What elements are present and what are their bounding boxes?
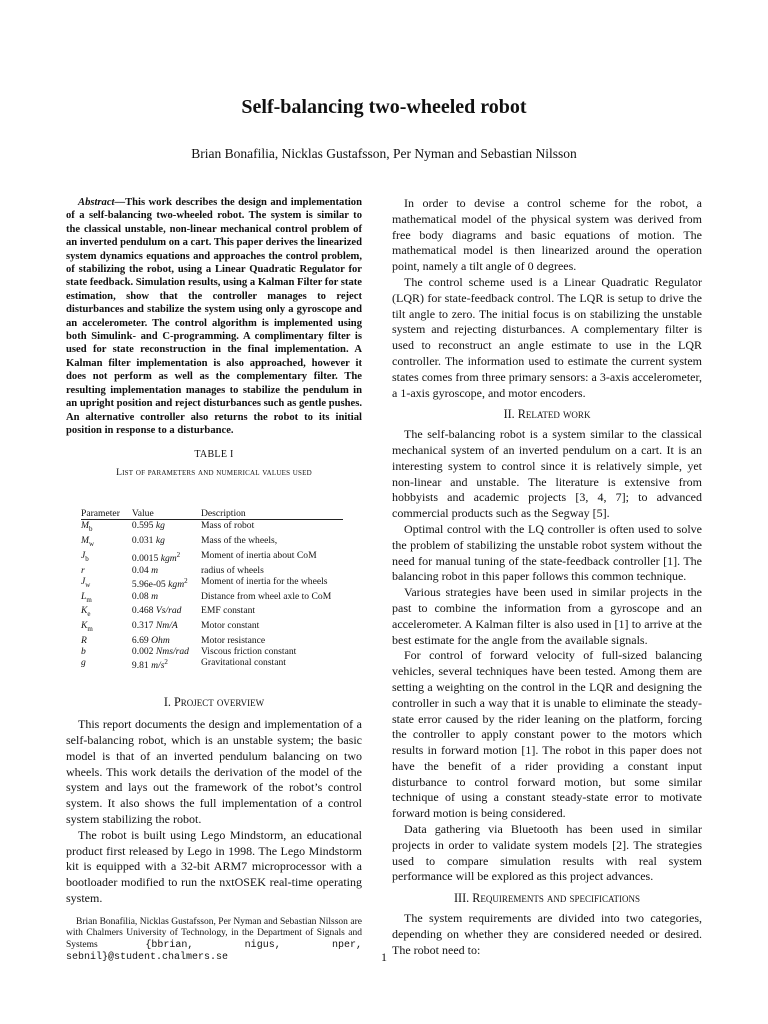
param-value <box>132 646 201 657</box>
section-heading-requirements: III. Requirements and specifications <box>453 891 640 906</box>
paragraph: The control scheme used is a Linear Quadratic Regulator (LQR) for state-feedback control. The LQR is setup to drive the tilt angle to zero. The initial focus is on stabilizing the unstable system and rejecting disturbances. A complementary filter is used to reconstruct an angle estimate to use in the LQR controller. The information used to estimate the current system states comes from three primary sensors: a 3-axis accelerometer, a 1-axis gyroscope, and motor encoders. <box>392 274 702 400</box>
param-subscript: w <box>89 539 95 548</box>
param-value <box>132 657 201 671</box>
value-unit: Nm/A <box>155 620 178 632</box>
param-symbol <box>81 591 132 606</box>
param-description: Motor resistance <box>200 635 266 647</box>
paragraph: In order to devise a control scheme for the robot, a mathematical model of the physical system was derived from free body diagrams and basic equations of motion. The mathematical model is then linearized around the operation point, namely a tilt angle of 0 degrees. <box>392 196 702 274</box>
footnote-text: Brian Bonafilia, Nicklas Gustafsson, Per Nyman and Sebastian Nilsson are with Chalmers University of Technology, in the Department of Signals and Systems <box>66 916 362 950</box>
value-number: 6.69 <box>131 635 149 647</box>
param-base: g <box>81 657 86 669</box>
value-exponent: 2 <box>184 576 188 585</box>
param-subscript: m <box>87 625 93 634</box>
table-row <box>81 620 343 635</box>
abstract-text: This work describes the design and implementation of a self-balancing two-wheeled robot. The system is similar to the classical unstable, non-linear mechanical control problem of an inverted pendulum on a cart. This paper derives the linearized system dynamics equations and approaches the control problem, of stabilizing the robot, using a Linear Quadratic Regulator for state feedback. Simulation results, using a Kalman Filter for state estimation, show that the controller manages to reject disturbances and stabilize the system using only a gyroscope and an accelerometer. The control algorithm is implemented using both Simulink- and C-programming. A complimentary filter is used for state reconstruction in the final implementation. A Kalman filter implementation is also approached, however it does not perform as well as the complementary filter. The resulting implementation manages to stabilize the pendulum in an upright position and reject disturbances such as gentle pushes. An alternative controller also returns the robot to its initial position in response to a disturbance. <box>66 197 362 436</box>
param-description: Viscous friction constant <box>200 646 297 658</box>
param-base: J <box>81 549 86 561</box>
param-description: EMF constant <box>200 605 256 617</box>
paragraph: The robot is built using Lego Mindstorm, an educational product first released by Lego in 1998. The Lego Mindstorm kit is equipped with a 32-bit ARM7 microprocessor with a bootloader modified to run the nxtOSEK real-time operating system. <box>66 827 362 905</box>
abstract-label: Abstract <box>78 197 115 208</box>
param-description: Mass of the wheels, <box>200 534 278 546</box>
value-number: 0.08 <box>131 590 149 602</box>
paragraph: Optimal control with the LQ controller is often used to solve the problem of stabilizing the unstable robot system without the need for manual tuning of the state-feedback controller [1]. The balancing robot in this paper follows this common technique. <box>392 521 702 584</box>
param-value <box>132 535 201 550</box>
value-unit: m <box>151 590 159 602</box>
abstract-dash: — <box>114 197 126 208</box>
param-symbol <box>81 657 132 671</box>
page-number: 1 <box>381 950 387 964</box>
param-value <box>132 620 201 635</box>
param-value <box>132 591 201 606</box>
table-row <box>81 605 343 620</box>
section-heading-project-overview: I. Project overview <box>163 695 265 710</box>
footnote-emails: {bbrian, nigus, nper, sebnil}@student.chalmers.se <box>66 939 362 963</box>
param-value <box>132 576 201 591</box>
param-value <box>132 605 201 620</box>
param-symbol <box>81 620 132 635</box>
param-subscript: m <box>86 595 92 604</box>
author-list: Brian Bonafilia, Nicklas Gustafsson, Per Nyman and Sebastian Nilsson <box>191 146 577 161</box>
table-row <box>81 550 343 565</box>
paragraph: Various strategies have been used in similar projects in the past to combine the information from a gyroscope and an accelerometer. A Kalman filter is also used in [1] to arrive at the best estimate for the angle from the available signals. <box>392 585 702 647</box>
param-description: radius of wheels <box>200 564 264 576</box>
paragraph: The system requirements are divided into two categories, depending on whether they are considered needed or desired. The robot need to: <box>392 911 702 957</box>
value-number: 0.468 <box>131 605 154 617</box>
param-base: r <box>81 564 85 576</box>
paper-title: Self-balancing two-wheeled robot <box>241 96 527 118</box>
table-row <box>81 635 343 646</box>
table-row <box>81 535 343 550</box>
param-description: Moment of inertia for the wheels <box>200 575 328 587</box>
left-column <box>66 196 362 963</box>
table-row <box>81 591 343 606</box>
paragraph: The self-balancing robot is a system similar to the classical mechanical system of an inverted pendulum on a cart. It is an interesting system to control since it is relatively simple, yet non-linear and unstable. The literature is extensive from hobbyists and academic projects [3, 4, 7]; to advanced commercial products such as the Segway [5]. <box>392 427 702 521</box>
param-description: Moment of inertia about CoM <box>200 549 317 561</box>
value-number: 9.81 <box>131 660 149 672</box>
paragraph: This report documents the design and implementation of a self-balancing robot, which is an unstable system; the basic model is that of an inverted pendulum balancing on two wheels. This work details the derivation of the model of the system and lays out the framework of the robot’s control system. It also shows the full implementation of a control system stabilizing the robot. <box>66 717 362 827</box>
table-header: Parameter <box>81 508 132 520</box>
paragraph: Data gathering via Bluetooth has been used in similar projects in order to validate system models [2]. The strategies used to compare simulation results with real system performance will be explored as this project advances. <box>392 822 702 884</box>
param-symbol <box>81 565 132 576</box>
value-unit: m <box>151 564 159 576</box>
param-value <box>132 565 201 576</box>
table-caption-number: TABLE I <box>194 449 234 461</box>
value-number: 0.317 <box>131 620 154 632</box>
param-subscript: w <box>85 580 91 589</box>
abstract <box>66 196 362 437</box>
parameter-table <box>81 508 343 672</box>
value-unit: kgm <box>160 552 177 564</box>
value-number: 5.96e-05 <box>131 578 166 590</box>
table-row <box>81 646 343 657</box>
param-subscript: b <box>85 554 89 563</box>
param-base: K <box>81 605 88 617</box>
param-base: L <box>81 590 87 602</box>
param-subscript: e <box>87 610 91 619</box>
value-unit: kg <box>155 534 165 546</box>
paragraph: For control of forward velocity of full-sized balancing vehicles, several techniques have been tested. Among them are setting a weighting on the control in the LQR and designing the controller in such a way that it is unable to eliminate the steady-state error caused by the rider leaning on the platform, forcing the controller to apply constant power to the motors which results in forward motion [1]. The robot in this paper does not have the benefit of a rider providing a constant input disturbance to control forward motion, but some similar technique of using a constant steady-state error to motivate forward motion is being considered. <box>392 648 702 821</box>
param-description: Mass of robot <box>200 519 255 531</box>
param-description: Distance from wheel axle to CoM <box>200 590 332 602</box>
value-number: 0.04 <box>131 564 149 576</box>
param-base: K <box>81 620 88 632</box>
table-header: Description <box>201 508 343 520</box>
value-unit: kg <box>155 519 165 531</box>
param-subscript: b <box>89 524 93 533</box>
param-symbol <box>81 605 132 620</box>
section-heading-related-work: II. Related work <box>503 407 591 422</box>
param-symbol <box>81 535 132 550</box>
value-exponent: 2 <box>164 658 168 667</box>
param-symbol <box>81 646 132 657</box>
table-row <box>81 657 343 671</box>
param-base: b <box>81 646 86 658</box>
table-caption-title: List of parameters and numerical values used <box>116 468 312 479</box>
param-symbol <box>81 635 132 646</box>
value-unit: m/s <box>151 660 165 672</box>
value-exponent: 2 <box>176 550 181 559</box>
param-value <box>132 550 201 565</box>
param-value <box>132 635 201 646</box>
value-unit: Nms/rad <box>155 646 189 658</box>
table-row <box>81 576 343 591</box>
param-value <box>132 519 201 534</box>
value-unit: kgm <box>168 578 185 590</box>
param-base: M <box>81 534 89 546</box>
right-column <box>392 196 702 958</box>
param-base: J <box>81 575 86 587</box>
value-unit: Ohm <box>151 635 170 647</box>
value-number: 0.0015 <box>131 552 159 564</box>
value-number: 0.031 <box>131 534 154 546</box>
table-header: Value <box>132 508 201 520</box>
param-base: R <box>81 635 87 647</box>
param-base: M <box>81 519 89 531</box>
param-description: Gravitational constant <box>200 657 286 669</box>
param-symbol <box>81 550 132 565</box>
table-row <box>81 519 343 534</box>
param-symbol <box>81 519 132 534</box>
param-description: Motor constant <box>200 620 260 632</box>
table-row <box>81 565 343 576</box>
value-unit: Vs/rad <box>155 605 182 617</box>
param-symbol <box>81 576 132 591</box>
value-number: 0.002 <box>131 646 154 658</box>
value-number: 0.595 <box>131 519 154 531</box>
